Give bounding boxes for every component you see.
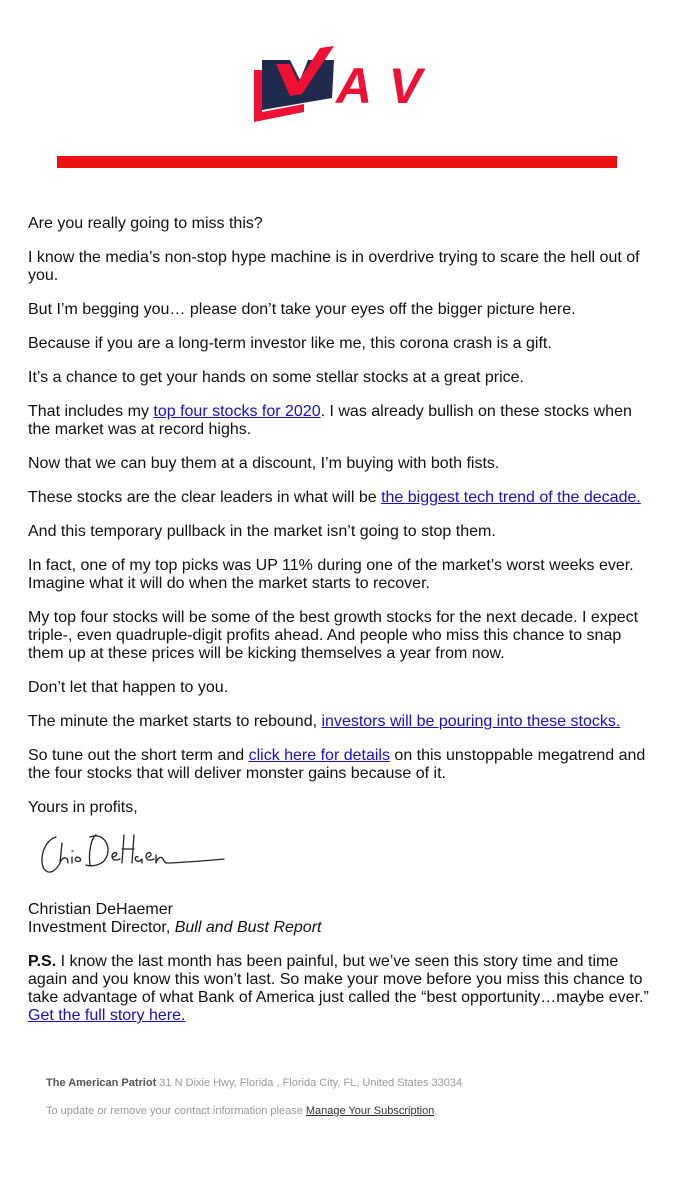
paragraph-6: That includes my top four stocks for 2020. I was already bullish on these stocks when the market was at record highs.	[28, 403, 632, 438]
av-logo	[250, 46, 425, 124]
checkbox-logo-icon	[254, 46, 334, 122]
paragraph-12: Don’t let that happen to you.	[28, 679, 229, 696]
top-four-stocks-link[interactable]: top four stocks for 2020	[153, 403, 321, 420]
logo-text: AV	[336, 58, 422, 114]
paragraph-1: Are you really going to miss this?	[28, 215, 263, 232]
paragraph-10: In fact, one of my top picks was UP 11% during one of the market’s worst weeks ever. Imagine what it will do when the market starts to recover.	[28, 557, 634, 592]
manage-subscription-link[interactable]: Manage Your Subscription	[305, 1105, 435, 1117]
paragraph-13: The minute the market starts to rebound, investors will be pouring into these stocks.	[28, 713, 621, 730]
closing: Yours in profits,	[28, 799, 138, 816]
full-story-link[interactable]: Get the full story here.	[28, 1007, 186, 1024]
signature-image	[34, 827, 234, 879]
paragraph-7: Now that we can buy them at a discount, I’m buying with both fists.	[28, 455, 500, 472]
email-footer	[46, 1076, 646, 1118]
header-divider-bar	[57, 156, 617, 168]
author-name: Christian DeHaemer	[28, 901, 173, 918]
author-title-line: Investment Director, Bull and Bust Report	[28, 919, 322, 936]
postscript: P.S. I know the last month has been painful, but we’ve seen this story time and time again and you know this won’t last. So make your move before you miss this chance to take advantage of what Bank of America just called the “best opportunity…maybe ever.” Get the full story here.	[28, 953, 658, 1024]
paragraph-9: And this temporary pullback in the market isn’t going to stop them.	[28, 523, 496, 540]
tech-trend-link[interactable]: the biggest tech trend of the decade.	[381, 489, 641, 506]
paragraph-4: Because if you are a long-term investor like me, this corona crash is a gift.	[28, 335, 552, 352]
paragraph-3: But I’m begging you… please don’t take your eyes off the bigger picture here.	[28, 301, 576, 318]
publication-name: Bull and Bust Report	[174, 919, 322, 936]
paragraph-11: My top four stocks will be some of the best growth stocks for the next decade. I expect triple-, even quadruple-digit profits ahead. And people who miss this chance to snap them up at these prices will be kicking themselves a year from now.	[28, 609, 639, 662]
ps-label: P.S.	[28, 953, 57, 970]
paragraph-5: It’s a chance to get your hands on some stellar stocks at a great price.	[28, 369, 524, 386]
investors-pouring-link[interactable]: investors will be pouring into these stocks.	[321, 713, 621, 730]
footer-subscription-line: To update or remove your contact information please Manage Your Subscription.	[46, 1105, 438, 1117]
footer-address-line: The American Patriot 31 N Dixie Hwy, Florida , Florida City, FL, United States 33034	[46, 1077, 463, 1089]
paragraph-2: I know the media’s non-stop hype machine is in overdrive trying to scare the hell out of you.	[28, 249, 640, 284]
footer-org-name: The American Patriot	[46, 1077, 157, 1089]
author-block	[28, 901, 650, 937]
email-body	[28, 215, 658, 1041]
click-here-details-link[interactable]: click here for details	[248, 747, 390, 764]
paragraph-14: So tune out the short term and click here for details on this unstoppable megatrend and the four stocks that will deliver monster gains because of it.	[28, 747, 646, 782]
paragraph-8: These stocks are the clear leaders in what will be the biggest tech trend of the decade.	[28, 489, 641, 506]
